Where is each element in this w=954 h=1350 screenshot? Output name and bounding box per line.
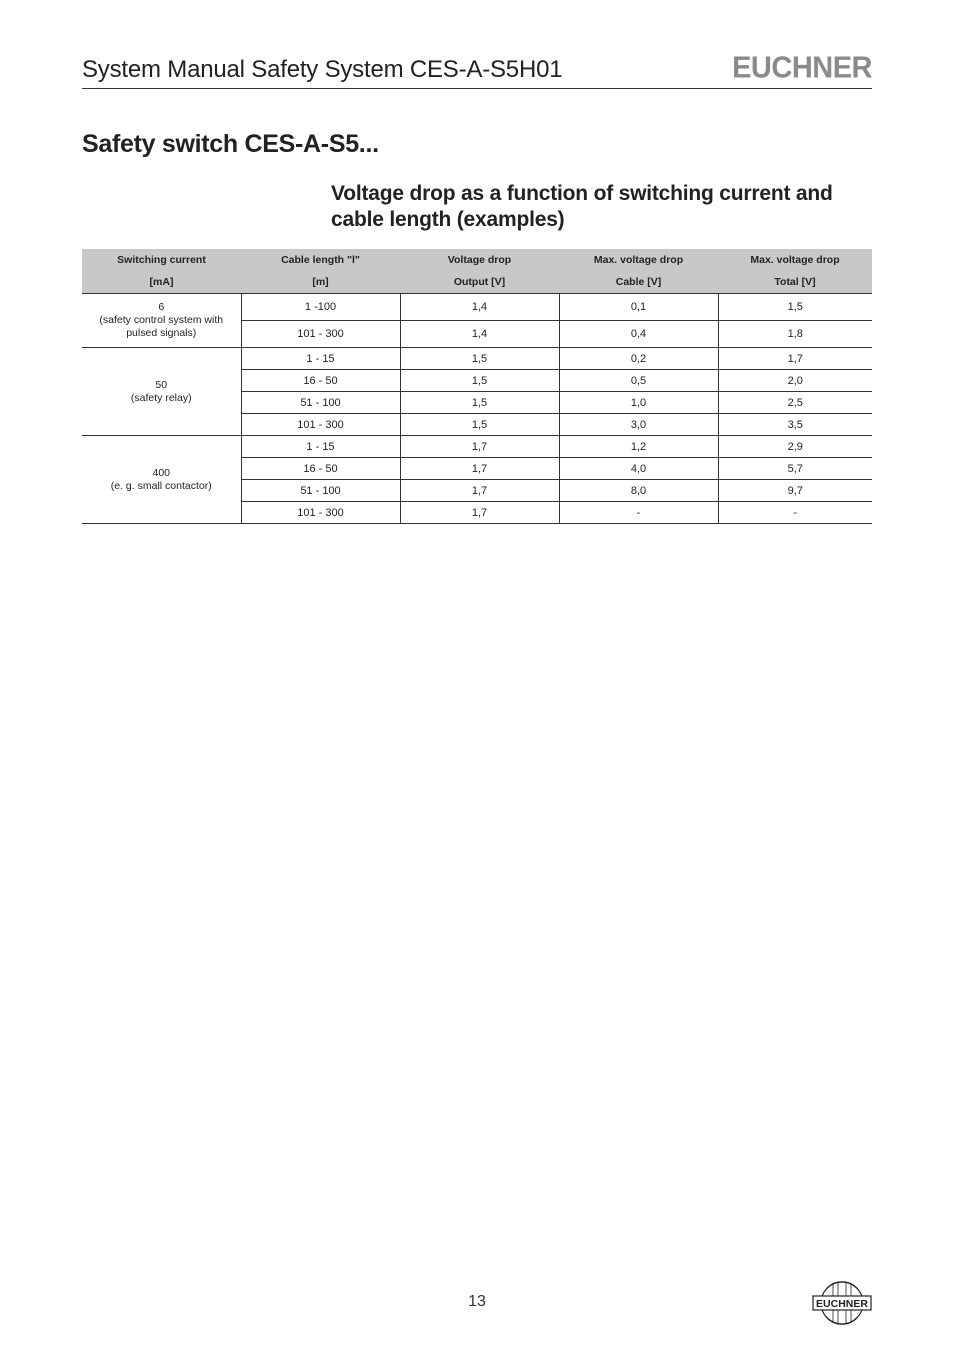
output-drop-cell: 1,5 bbox=[400, 370, 559, 392]
output-drop-cell: 1,7 bbox=[400, 502, 559, 524]
document-title: System Manual Safety System CES-A-S5H01 bbox=[82, 56, 563, 83]
table-row bbox=[82, 348, 872, 370]
cable-drop-cell: 8,0 bbox=[559, 480, 718, 502]
output-drop-cell: 1,7 bbox=[400, 436, 559, 458]
current-note: (e. g. small contactor) bbox=[110, 479, 212, 492]
total-drop-cell: 2,9 bbox=[718, 436, 872, 458]
cable-length-cell: 101 - 300 bbox=[241, 414, 400, 436]
cable-drop-cell: - bbox=[559, 502, 718, 524]
cable-length-cell: 16 - 50 bbox=[241, 370, 400, 392]
cable-drop-cell: 0,1 bbox=[559, 294, 718, 321]
switching-current-cell bbox=[82, 348, 241, 436]
header-unit-cell: Cable [V] bbox=[559, 271, 718, 294]
cable-drop-cell: 4,0 bbox=[559, 458, 718, 480]
total-drop-cell: 9,7 bbox=[718, 480, 872, 502]
output-drop-cell: 1,4 bbox=[400, 294, 559, 321]
footer-logo-text: EUCHNER bbox=[816, 1298, 868, 1310]
header-cell: Voltage drop bbox=[400, 249, 559, 271]
voltage-drop-table bbox=[82, 249, 872, 524]
header-cell: Switching current bbox=[82, 249, 241, 271]
total-drop-cell: 5,7 bbox=[718, 458, 872, 480]
cable-drop-cell: 0,4 bbox=[559, 321, 718, 348]
cable-length-cell: 1 - 15 bbox=[241, 348, 400, 370]
total-drop-cell: 1,7 bbox=[718, 348, 872, 370]
cable-drop-cell: 0,5 bbox=[559, 370, 718, 392]
cable-drop-cell: 3,0 bbox=[559, 414, 718, 436]
header-unit-cell: Total [V] bbox=[718, 271, 872, 294]
cable-length-cell: 1 -100 bbox=[241, 294, 400, 321]
page-number: 13 bbox=[468, 1293, 486, 1310]
section-title: Safety switch CES-A-S5... bbox=[82, 130, 379, 158]
switching-current-cell bbox=[82, 294, 241, 348]
header-cell: Max. voltage drop bbox=[559, 249, 718, 271]
cable-length-cell: 101 - 300 bbox=[241, 502, 400, 524]
cable-drop-cell: 1,2 bbox=[559, 436, 718, 458]
euchner-footer-logo bbox=[812, 1280, 872, 1326]
cable-drop-cell: 1,0 bbox=[559, 392, 718, 414]
current-value: 50 bbox=[155, 378, 168, 391]
switching-current-cell bbox=[82, 436, 241, 524]
cable-length-cell: 51 - 100 bbox=[241, 480, 400, 502]
current-note: (safety relay) bbox=[130, 391, 192, 404]
header-cell: Max. voltage drop bbox=[718, 249, 872, 271]
total-drop-cell: 1,8 bbox=[718, 321, 872, 348]
cable-drop-cell: 0,2 bbox=[559, 348, 718, 370]
current-value: 6 bbox=[158, 301, 165, 313]
table-title: Voltage drop as a function of switching current and cable length (examples) bbox=[331, 182, 833, 231]
table-row bbox=[82, 436, 872, 458]
output-drop-cell: 1,5 bbox=[400, 414, 559, 436]
header-unit-cell: [mA] bbox=[82, 271, 241, 294]
table-header-row-2 bbox=[82, 271, 872, 294]
total-drop-cell: 2,5 bbox=[718, 392, 872, 414]
header-cell: Cable length "l" bbox=[241, 249, 400, 271]
output-drop-cell: 1,7 bbox=[400, 480, 559, 502]
header-unit-cell: Output [V] bbox=[400, 271, 559, 294]
current-note: (safety control system with pulsed signals) bbox=[99, 314, 224, 339]
total-drop-cell: 1,5 bbox=[718, 294, 872, 321]
brand-logo: EUCHNER bbox=[732, 51, 872, 85]
page-header bbox=[82, 52, 872, 89]
total-drop-cell: - bbox=[718, 502, 872, 524]
cable-length-cell: 1 - 15 bbox=[241, 436, 400, 458]
table-header-row-1 bbox=[82, 249, 872, 271]
cable-length-cell: 16 - 50 bbox=[241, 458, 400, 480]
total-drop-cell: 2,0 bbox=[718, 370, 872, 392]
output-drop-cell: 1,5 bbox=[400, 348, 559, 370]
current-value: 400 bbox=[152, 466, 171, 479]
total-drop-cell: 3,5 bbox=[718, 414, 872, 436]
header-unit-cell: [m] bbox=[241, 271, 400, 294]
output-drop-cell: 1,7 bbox=[400, 458, 559, 480]
table-row bbox=[82, 294, 872, 321]
output-drop-cell: 1,4 bbox=[400, 321, 559, 348]
output-drop-cell: 1,5 bbox=[400, 392, 559, 414]
cable-length-cell: 51 - 100 bbox=[241, 392, 400, 414]
cable-length-cell: 101 - 300 bbox=[241, 321, 400, 348]
